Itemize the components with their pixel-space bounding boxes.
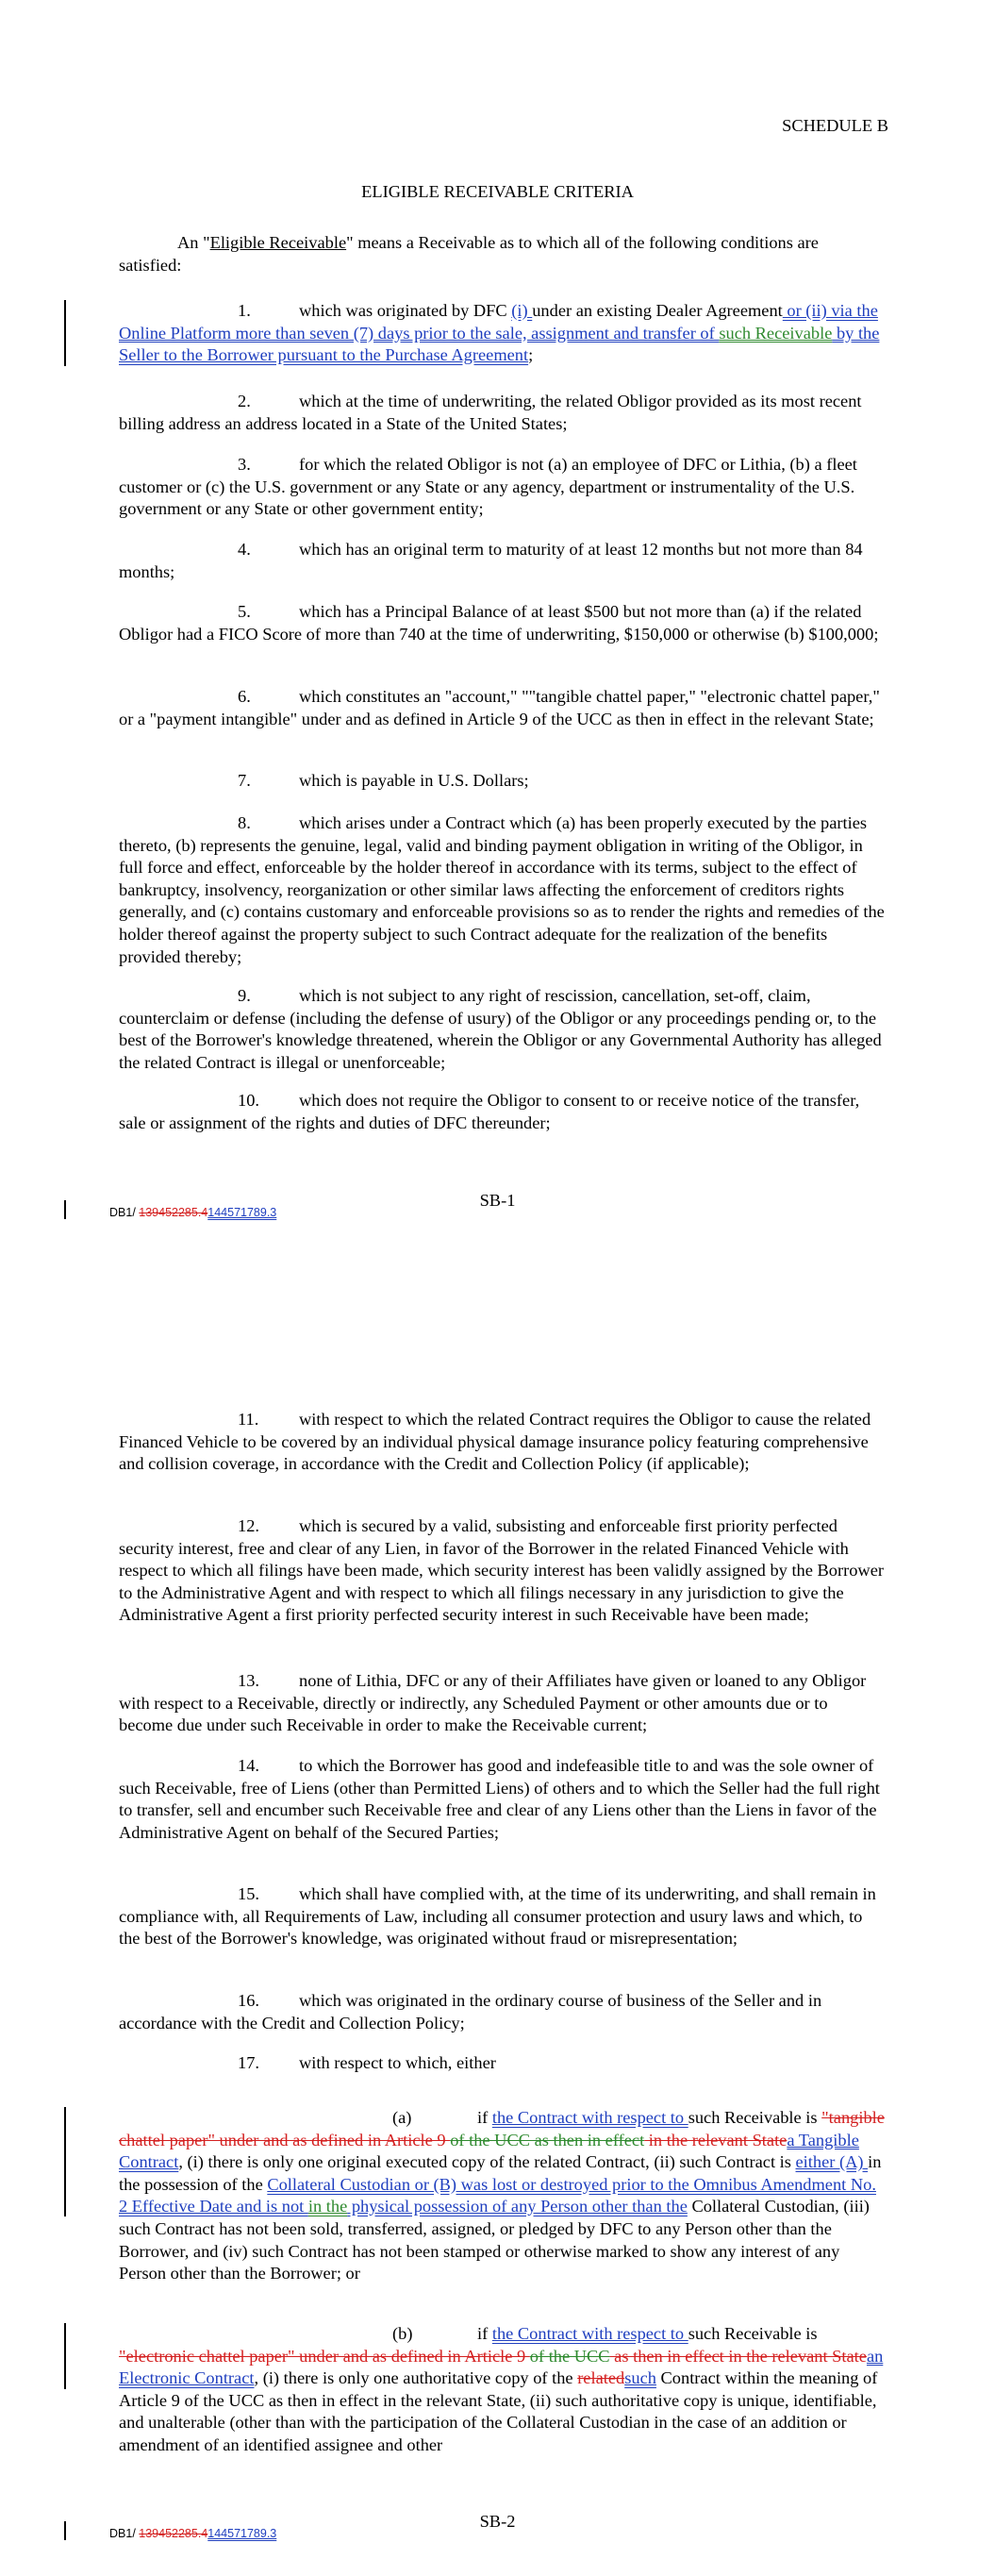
criterion-8: 8. which arises under a Contract which (a) has been properly executed by the parties thereto, (b) represents the genuine, legal, valid and binding payment obligation in writing of the Obligor, in full force and effect, enforceable by the holder thereof in accordance with its terms, subject to the effect of bankruptcy, insolvency, reorganization or other similar laws affecting the enforcement of creditors rights generally, and (c) contains customary and enforceable provisions so as to render the rights and remedies of the holder thereof against the property subject to such Contract adequate for the realization of the benefits provided thereby; — [119, 813, 885, 966]
criterion-1: 1. which was originated by DFC (i) under an existing Dealer Agreement or (ii) via the Online Platform more than seven (7) days prior to the sale, assignment and transfer of such Receivable by the Seller to the Borrower pursuant to the Purchase Agreement; — [119, 301, 880, 365]
doc-id-footer: DB1/ 139452285.4144571789.3 — [109, 2527, 277, 2540]
criterion-14: 14. to which the Borrower has good and indefeasible title to and was the sole owner of such Receivable, free of Liens (other than Permitted Liens) of others and to which the Seller had the full right to transfer, sell and encumber such Receivable free and clear of any Liens other than the Liens in favor of the Administrative Agent on behalf of the Secured Parties; — [119, 1756, 880, 1842]
criterion-9: 9. which is not subject to any right of rescission, cancellation, set-off, claim, counterclaim or defense (including the defense of usury) of the Obligor or any proceedings pending or, to the best of the Borrower's knowledge threatened, wherein the Obligor or any Governmental Authority has alleged the related Contract is illegal or unenforceable; — [119, 986, 882, 1072]
doc-id-footer: DB1/ 139452285.4144571789.3 — [109, 1206, 277, 1219]
change-bar — [64, 2521, 66, 2540]
page-1 — [0, 0, 995, 1255]
page-number: SB-2 — [479, 2512, 516, 2531]
defined-term: Eligible Receivable — [209, 233, 347, 252]
criterion-17a: (a) if the Contract with respect to such Receivable is "tangible chattel paper" under and as defined in Article 9 of the UCC as then in effect in the relevant Statea Tangible Contract, (i) there is only one original executed copy of the related Contract, (ii) such Contract is either (A) in the possession of the Collateral Custodian or (B) was lost or destroyed prior to the Omnibus Amendment No. 2 Effective Date and is not in the physical possession of any Person other than the Collateral Custodian, (iii) such Contract has not been sold, transferred, assigned, or pledged by DFC to any Person other than the Borrower, and (iv) such Contract has not been stamped or otherwise marked to show any interest of any Person other than the Borrower; or — [119, 2108, 885, 2283]
criterion-5: 5. which has a Principal Balance of at least $500 but not more than (a) if the related Obligor had a FICO Score of more than 740 at the time of underwriting, $150,000 or otherwise (b) $100,000; — [119, 602, 879, 644]
page-number: SB-1 — [479, 1191, 516, 1210]
criterion-3: 3. for which the related Obligor is not (a) an employee of DFC or Lithia, (b) a fleet customer or (c) the U.S. government or any State or any agency, department or instrumentality of the U.S. government or any State or other government entity; — [119, 455, 857, 519]
criterion-16: 16. which was originated in the ordinary course of business of the Seller and in accordance with the Credit and Collection Policy; — [119, 1991, 822, 2032]
intro-paragraph: An "Eligible Receivable" means a Receivable as to which all of the following conditions are satisfied: — [119, 233, 819, 275]
schedule-label: SCHEDULE B — [782, 116, 888, 135]
page-heading: ELIGIBLE RECEIVABLE CRITERIA — [361, 182, 634, 201]
change-bar — [64, 2107, 66, 2216]
criterion-4: 4. which has an original term to maturity of at least 12 months but not more than 84 months; — [119, 540, 863, 581]
criterion-12: 12. which is secured by a valid, subsisting and enforceable first priority perfected security interest, free and clear of any Lien, in favor of the Borrower in the related Financed Vehicle with respect to which all filings have been made, which security interest has been validly assigned by the Borrower to the Administrative Agent and with respect to which all filings necessary in any jurisdiction to give the Administrative Agent a first priority perfected security interest in such Receivable have been made; — [119, 1516, 884, 1625]
change-bar — [64, 300, 66, 366]
criterion-15: 15. which shall have complied with, at the time of its underwriting, and shall remain in compliance with, all Requirements of Law, including all consumer protection and usury laws and which, to the best of the Borrower's knowledge, was originated without fraud or misrepresentation; — [119, 1884, 876, 1949]
criterion-10: 10. which does not require the Obligor to consent to or receive notice of the transfer, sale or assignment of the rights and duties of DFC thereunder; — [119, 1091, 860, 1132]
criterion-2: 2. which at the time of underwriting, the related Obligor provided as its most recent billing address an address located in a State of the United States; — [119, 392, 862, 433]
criterion-17: 17. with respect to which, either — [238, 2053, 496, 2072]
criterion-17b: (b) if the Contract with respect to such Receivable is "electronic chattel paper" under and as defined in Article 9 of the UCC as then in effect in the relevant Statean Electronic Contract, (i) there is only one authoritative copy of the relatedsuch Contract within the meaning of Article 9 of the UCC as then in effect in the relevant State, (ii) such authoritative copy is unique, identifiable, and unalterable (other than with the participation of the Collateral Custodian in the case of an addition or amendment of an identified assignee and other — [119, 2324, 884, 2454]
criterion-6: 6. which constitutes an "account," ""tangible chattel paper," "electronic chattel paper," or a "payment intangible" under and as defined in Article 9 of the UCC as then in effect in the relevant State; — [119, 687, 880, 728]
change-bar — [64, 2323, 66, 2389]
change-bar — [64, 1200, 66, 1219]
criterion-7: 7. which is payable in U.S. Dollars; — [238, 771, 529, 790]
page-2 — [0, 1349, 995, 2576]
criterion-13: 13. none of Lithia, DFC or any of their Affiliates have given or loaned to any Obligor with respect to a Receivable, directly or indirectly, any Scheduled Payment or other amounts due or to become due under such Receivable in order to make the Receivable current; — [119, 1671, 867, 1735]
criterion-11: 11. with respect to which the related Contract requires the Obligor to cause the related Financed Vehicle to be covered by an individual physical damage insurance policy featuring comprehensive and collision coverage, in accordance with the Credit and Collection Policy (if applicable); — [119, 1410, 871, 1474]
